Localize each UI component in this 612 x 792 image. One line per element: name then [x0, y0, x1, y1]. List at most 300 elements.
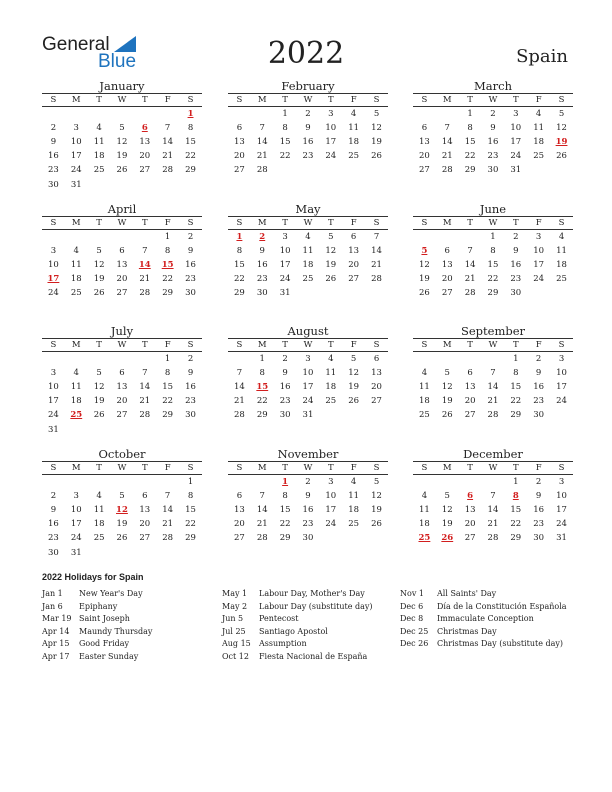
month-april — [42, 202, 202, 300]
day-cell: 11 — [348, 123, 360, 134]
day-cell: 21 — [234, 396, 245, 407]
day-cell: 10 — [325, 491, 337, 502]
holiday-row — [222, 626, 373, 639]
day-cell: 3 — [328, 109, 334, 120]
day-cell: 10 — [70, 137, 82, 148]
day-cell: 18 — [70, 274, 82, 285]
day-cell: 7 — [236, 368, 243, 379]
weekday-header: W — [482, 462, 505, 475]
day-cell: 20 — [116, 396, 128, 407]
empty-day-cell — [297, 286, 320, 300]
empty-day-cell — [133, 230, 156, 245]
day-cell: 14 — [464, 260, 476, 271]
weekday-header: T — [133, 462, 156, 475]
weekday-header: T — [319, 339, 342, 352]
day-cell: 9 — [259, 246, 265, 257]
holiday-row — [42, 651, 152, 664]
empty-day-cell — [156, 177, 179, 191]
day-cell: 16 — [48, 519, 59, 530]
day-cell: 25 — [533, 151, 545, 162]
day-cell: 7 — [142, 246, 148, 257]
day-cell: 13 — [464, 382, 476, 393]
weekday-header: S — [413, 339, 436, 352]
holiday-name: Assumption — [259, 639, 307, 649]
day-cell: 15 — [510, 505, 522, 516]
day-cell: 16 — [302, 137, 314, 148]
weekday-header: S — [42, 339, 65, 352]
day-cell: 9 — [187, 368, 194, 379]
day-cell: 21 — [162, 519, 174, 530]
weekday-header: S — [228, 217, 251, 230]
holiday-date: Jan 1 — [42, 589, 63, 598]
holiday-date: Apr 15 — [42, 639, 70, 649]
day-cell: 16 — [510, 260, 522, 271]
day-cell: 31 — [510, 165, 522, 176]
holiday-date: Apr 14 — [42, 626, 70, 636]
day-cell: 27 — [116, 410, 128, 421]
day-cell: 17 — [533, 260, 545, 271]
holiday-row — [400, 626, 567, 639]
day-cell: 3 — [558, 354, 565, 365]
day-cell: 31 — [302, 410, 314, 421]
weekday-header: W — [111, 339, 134, 352]
day-cell: 10 — [70, 505, 82, 516]
weekday-header: F — [342, 339, 365, 352]
day-cell: 12 — [93, 382, 105, 393]
day-cell: 23 — [185, 274, 196, 285]
empty-day-cell — [459, 475, 482, 490]
holiday-day-cell: 12 — [116, 505, 128, 516]
day-cell: 6 — [373, 354, 380, 365]
day-cell: 28 — [256, 165, 268, 176]
day-cell: 6 — [142, 491, 148, 502]
day-cell: 4 — [305, 232, 311, 243]
day-cell: 12 — [93, 260, 105, 271]
day-cell: 29 — [279, 533, 291, 544]
day-cell: 2 — [187, 354, 194, 365]
day-cell: 29 — [256, 410, 268, 421]
day-cell: 22 — [162, 396, 174, 407]
day-cell: 12 — [419, 260, 430, 271]
holiday-name: New Year's Day — [79, 589, 143, 598]
empty-day-cell — [228, 352, 251, 367]
month-july — [42, 324, 202, 437]
day-cell: 11 — [93, 137, 105, 148]
weekday-header: W — [111, 462, 134, 475]
day-cell: 19 — [371, 137, 382, 148]
day-cell: 21 — [139, 274, 151, 285]
day-cell: 16 — [533, 505, 545, 516]
day-cell: 26 — [441, 410, 453, 421]
day-cell: 19 — [116, 151, 128, 162]
empty-day-cell — [365, 163, 388, 177]
day-cell: 24 — [325, 151, 337, 162]
day-cell: 19 — [419, 274, 430, 285]
day-cell: 26 — [371, 151, 382, 162]
month-march — [413, 79, 573, 177]
day-cell: 11 — [70, 382, 82, 393]
holiday-row — [42, 601, 152, 614]
day-cell: 29 — [510, 410, 522, 421]
empty-day-cell — [111, 177, 134, 191]
weekday-header: S — [228, 339, 251, 352]
empty-day-cell — [179, 545, 202, 559]
day-cell: 29 — [487, 288, 499, 299]
day-cell: 17 — [302, 382, 314, 393]
day-cell: 13 — [234, 505, 245, 516]
day-cell: 2 — [50, 123, 57, 134]
day-cell: 26 — [348, 396, 360, 407]
day-cell: 23 — [279, 396, 291, 407]
holiday-day-cell: 25 — [418, 533, 431, 544]
day-cell: 13 — [441, 260, 453, 271]
weekday-header: S — [365, 462, 388, 475]
day-cell: 3 — [513, 109, 519, 120]
day-cell: 11 — [419, 505, 430, 516]
day-cell: 14 — [234, 382, 245, 393]
day-cell: 20 — [464, 396, 476, 407]
holiday-date: Oct 12 — [222, 651, 249, 661]
logo-word-general: General — [42, 34, 110, 55]
empty-day-cell — [436, 107, 459, 122]
weekday-header: M — [436, 339, 459, 352]
day-cell: 7 — [373, 232, 380, 243]
empty-day-cell — [436, 475, 459, 490]
day-cell: 20 — [371, 382, 382, 393]
holiday-column — [222, 588, 373, 664]
day-cell: 20 — [116, 274, 128, 285]
holiday-day-cell: 14 — [138, 260, 151, 271]
country-name: Spain — [516, 46, 568, 67]
weekday-header: W — [297, 339, 320, 352]
day-cell: 3 — [50, 246, 57, 257]
day-cell: 29 — [185, 533, 196, 544]
day-cell: 23 — [302, 151, 314, 162]
holiday-name: Immaculate Conception — [437, 614, 534, 624]
weekday-header: T — [504, 217, 527, 230]
day-cell: 5 — [96, 246, 102, 257]
day-cell: 5 — [444, 491, 450, 502]
weekday-header: T — [88, 462, 111, 475]
day-cell: 19 — [93, 396, 105, 407]
weekday-header: M — [251, 94, 274, 107]
day-cell: 22 — [185, 151, 196, 162]
weekday-header: T — [88, 339, 111, 352]
day-cell: 24 — [70, 165, 82, 176]
weekday-header: T — [504, 94, 527, 107]
day-cell: 25 — [348, 151, 360, 162]
day-cell: 29 — [464, 165, 476, 176]
day-cell: 23 — [533, 519, 545, 530]
holiday-date: Mar 19 — [42, 614, 72, 624]
day-cell: 24 — [510, 151, 522, 162]
day-cell: 27 — [371, 396, 382, 407]
day-cell: 22 — [279, 151, 291, 162]
day-cell: 13 — [348, 246, 360, 257]
weekday-header: F — [527, 94, 550, 107]
day-cell: 20 — [348, 260, 360, 271]
day-cell: 11 — [419, 382, 430, 393]
holiday-row — [400, 638, 567, 651]
holiday-name: Good Friday — [79, 639, 130, 649]
weekday-header: M — [251, 462, 274, 475]
day-cell: 28 — [139, 410, 151, 421]
month-name: October — [98, 447, 146, 461]
day-cell: 9 — [305, 123, 311, 134]
day-cell: 30 — [48, 547, 59, 558]
day-cell: 16 — [48, 151, 59, 162]
holiday-name: Christmas Day — [437, 626, 497, 636]
day-cell: 12 — [371, 491, 382, 502]
month-september — [413, 324, 573, 422]
day-cell: 28 — [371, 274, 382, 285]
day-cell: 2 — [282, 354, 288, 365]
day-cell: 28 — [256, 533, 268, 544]
day-cell: 12 — [441, 505, 453, 516]
holiday-day-cell: 25 — [70, 410, 83, 421]
day-cell: 14 — [162, 505, 174, 516]
empty-day-cell — [88, 230, 111, 245]
day-cell: 15 — [185, 137, 196, 148]
day-cell: 3 — [73, 491, 79, 502]
holiday-row — [222, 638, 373, 651]
day-cell: 18 — [348, 137, 360, 148]
weekday-header: T — [319, 462, 342, 475]
day-cell: 4 — [328, 354, 334, 365]
holiday-row — [42, 588, 152, 601]
weekday-header: S — [179, 462, 202, 475]
holiday-row — [42, 626, 152, 639]
empty-day-cell — [111, 230, 134, 245]
day-cell: 24 — [279, 274, 291, 285]
empty-day-cell — [111, 545, 134, 559]
day-cell: 26 — [371, 519, 382, 530]
weekday-header: M — [65, 94, 88, 107]
day-cell: 7 — [259, 491, 265, 502]
day-cell: 30 — [510, 288, 522, 299]
month-name: January — [99, 79, 145, 93]
holiday-row — [222, 588, 373, 601]
day-cell: 19 — [441, 519, 453, 530]
empty-day-cell — [436, 230, 459, 245]
day-cell: 14 — [371, 246, 382, 257]
weekday-header: F — [527, 339, 550, 352]
day-cell: 19 — [93, 274, 105, 285]
day-cell: 5 — [350, 354, 357, 365]
day-cell: 25 — [93, 533, 105, 544]
weekday-header: S — [550, 462, 573, 475]
day-cell: 18 — [302, 260, 314, 271]
empty-day-cell — [297, 163, 320, 177]
day-cell: 9 — [50, 137, 57, 148]
weekday-header: W — [111, 94, 134, 107]
day-cell: 9 — [490, 123, 496, 134]
empty-day-cell — [179, 422, 202, 436]
empty-day-cell — [111, 475, 134, 490]
day-cell: 8 — [187, 491, 194, 502]
day-cell: 7 — [490, 491, 496, 502]
weekday-header: S — [179, 94, 202, 107]
day-cell: 28 — [234, 410, 245, 421]
empty-day-cell — [342, 531, 365, 545]
day-cell: 22 — [510, 396, 522, 407]
weekday-header: T — [459, 339, 482, 352]
empty-day-cell — [365, 408, 388, 422]
day-cell: 4 — [421, 368, 428, 379]
day-cell: 6 — [350, 232, 357, 243]
day-cell: 31 — [70, 179, 82, 190]
day-cell: 24 — [325, 519, 337, 530]
day-cell: 4 — [558, 232, 565, 243]
day-cell: 26 — [556, 151, 567, 162]
weekday-header: W — [297, 217, 320, 230]
day-cell: 11 — [70, 260, 82, 271]
day-cell: 23 — [256, 274, 268, 285]
day-cell: 18 — [93, 151, 105, 162]
day-cell: 28 — [487, 533, 499, 544]
day-cell: 7 — [142, 368, 148, 379]
day-cell: 2 — [490, 109, 496, 120]
month-name: March — [474, 79, 512, 93]
day-cell: 2 — [535, 477, 542, 488]
day-cell: 4 — [96, 491, 102, 502]
weekday-header: S — [550, 217, 573, 230]
weekday-header: T — [88, 94, 111, 107]
day-cell: 17 — [556, 382, 567, 393]
page-title-year: 2022 — [267, 36, 345, 71]
holiday-name: All Saints' Day — [437, 589, 497, 598]
day-cell: 11 — [348, 491, 360, 502]
holiday-date: May 1 — [222, 589, 248, 598]
day-cell: 23 — [487, 151, 499, 162]
weekday-header: S — [365, 339, 388, 352]
day-cell: 11 — [556, 246, 567, 257]
empty-day-cell — [111, 352, 134, 367]
day-cell: 27 — [419, 165, 430, 176]
day-cell: 25 — [70, 288, 82, 299]
month-may — [228, 202, 388, 300]
weekday-header: S — [228, 94, 251, 107]
day-cell: 17 — [325, 505, 337, 516]
day-cell: 3 — [535, 232, 542, 243]
month-name: August — [287, 324, 329, 338]
holiday-date: Dec 6 — [400, 601, 424, 611]
weekday-header: F — [527, 217, 550, 230]
weekday-header: F — [342, 94, 365, 107]
day-cell: 5 — [96, 368, 102, 379]
day-cell: 3 — [558, 477, 565, 488]
empty-day-cell — [436, 352, 459, 367]
day-cell: 2 — [187, 232, 194, 243]
holiday-list-title: 2022 Holidays for Spain — [42, 572, 144, 582]
day-cell: 6 — [467, 368, 473, 379]
day-cell: 7 — [467, 246, 473, 257]
day-cell: 16 — [256, 260, 268, 271]
weekday-header: T — [319, 217, 342, 230]
day-cell: 27 — [464, 533, 476, 544]
day-cell: 22 — [162, 274, 174, 285]
weekday-header: M — [65, 217, 88, 230]
holiday-date: Nov 1 — [400, 589, 424, 598]
empty-day-cell — [133, 545, 156, 559]
day-cell: 5 — [373, 109, 380, 120]
empty-day-cell — [365, 531, 388, 545]
weekday-header: M — [251, 339, 274, 352]
day-cell: 26 — [116, 533, 128, 544]
day-cell: 18 — [556, 260, 567, 271]
holiday-day-cell: 6 — [141, 123, 148, 134]
day-cell: 16 — [185, 382, 196, 393]
empty-day-cell — [133, 107, 156, 122]
day-cell: 13 — [419, 137, 430, 148]
day-cell: 4 — [73, 246, 79, 257]
day-cell: 14 — [487, 505, 499, 516]
day-cell: 15 — [185, 505, 196, 516]
weekday-header: M — [436, 462, 459, 475]
empty-day-cell — [342, 163, 365, 177]
day-cell: 8 — [282, 491, 288, 502]
day-cell: 17 — [510, 137, 522, 148]
day-cell: 22 — [256, 396, 268, 407]
day-cell: 5 — [444, 368, 450, 379]
month-name: September — [460, 324, 526, 338]
day-cell: 21 — [256, 519, 268, 530]
month-december — [413, 447, 573, 545]
day-cell: 25 — [556, 274, 567, 285]
empty-day-cell — [527, 286, 550, 300]
day-cell: 21 — [441, 151, 453, 162]
day-cell: 5 — [119, 491, 125, 502]
month-february — [228, 79, 388, 177]
day-cell: 22 — [487, 274, 499, 285]
day-cell: 29 — [162, 410, 174, 421]
empty-day-cell — [65, 422, 88, 436]
day-cell: 21 — [464, 274, 476, 285]
day-cell: 18 — [533, 137, 545, 148]
day-cell: 20 — [441, 274, 453, 285]
holiday-day-cell: 2 — [259, 232, 266, 243]
day-cell: 21 — [139, 396, 151, 407]
empty-day-cell — [88, 177, 111, 191]
day-cell: 17 — [325, 137, 337, 148]
weekday-header: T — [274, 217, 297, 230]
day-cell: 10 — [556, 491, 567, 502]
day-cell: 24 — [302, 396, 314, 407]
empty-day-cell — [365, 286, 388, 300]
weekday-header: W — [297, 94, 320, 107]
weekday-header: W — [482, 94, 505, 107]
day-cell: 8 — [513, 368, 519, 379]
weekday-header: F — [342, 462, 365, 475]
day-cell: 18 — [70, 396, 82, 407]
holiday-name: Saint Joseph — [79, 614, 130, 624]
empty-day-cell — [42, 475, 65, 490]
day-cell: 20 — [464, 519, 476, 530]
day-cell: 30 — [279, 410, 291, 421]
day-cell: 5 — [119, 123, 125, 134]
empty-day-cell — [482, 475, 505, 490]
day-cell: 27 — [234, 165, 245, 176]
day-cell: 6 — [421, 123, 428, 134]
month-august — [228, 324, 388, 422]
day-cell: 6 — [444, 246, 450, 257]
empty-day-cell — [156, 545, 179, 559]
day-cell: 17 — [70, 519, 82, 530]
day-cell: 17 — [48, 396, 59, 407]
weekday-header: T — [133, 339, 156, 352]
day-cell: 16 — [185, 260, 196, 271]
weekday-header: S — [550, 94, 573, 107]
